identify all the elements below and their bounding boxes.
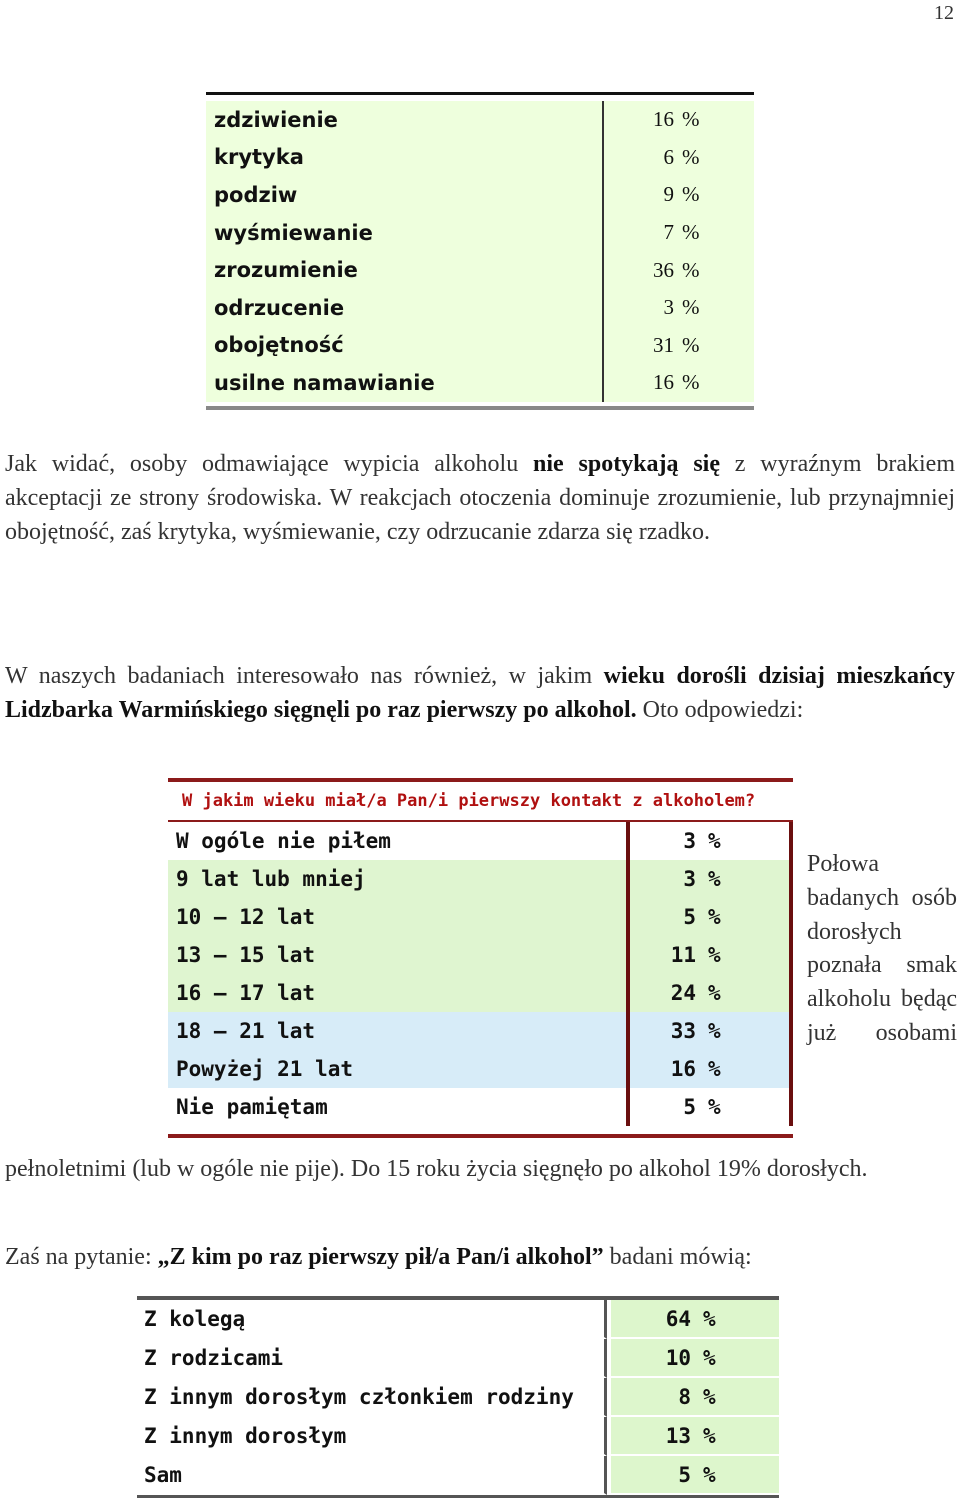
row-label: zrozumienie (206, 251, 604, 289)
value-number: 3 (663, 295, 674, 320)
row-label: Sam (137, 1456, 607, 1495)
table-row (168, 860, 793, 898)
value-unit: % (703, 1306, 716, 1331)
table-row (168, 898, 793, 936)
row-value (604, 101, 754, 139)
table-row (168, 974, 793, 1012)
row-label: obojętność (206, 327, 604, 365)
table-row (168, 1088, 793, 1126)
value-unit: % (708, 905, 721, 929)
reactions-table (206, 92, 754, 410)
row-value (604, 214, 754, 252)
row-label: 18 – 21 lat (176, 1019, 316, 1043)
side-note-text: Połowa badanych osób dorosłych poznała smak alkoholu będąc już osobami (807, 851, 957, 1046)
table-row (206, 176, 754, 214)
row-value (630, 974, 793, 1012)
row-value (611, 1339, 779, 1378)
row-label: 9 lat lub mniej (176, 867, 366, 891)
value-unit: % (682, 257, 700, 282)
paragraph-adults: pełnoletnimi (lub w ogóle nie pije). Do 15 roku życia sięgnęło po alkohol 19% dorosłych. (5, 1156, 868, 1182)
value-number: 16 (653, 370, 674, 395)
table-row (206, 251, 754, 289)
row-value (611, 1456, 779, 1495)
paragraph-bold-text: wieku dorośli dzisiaj mieszkańcy Lidzbarka Warmińskiego sięgnęli po raz pierwszy po alkohol. (5, 663, 955, 723)
paragraph-bold-text: nie spotykają się (533, 451, 720, 477)
row-value (630, 898, 793, 936)
value-number: 16 (653, 107, 674, 132)
row-label: Z innym dorosłym (137, 1417, 607, 1456)
reactions-rows (206, 101, 754, 402)
row-label: Nie pamiętam (176, 1095, 328, 1119)
value-unit: % (682, 107, 700, 132)
value-number: 5 (683, 905, 696, 929)
table-title: W jakim wieku miał/a Pan/i pierwszy kontakt z alkoholem? (182, 791, 756, 811)
value-number: 6 (663, 144, 674, 169)
paragraph-text: W naszych badaniach interesowało nas również, w jakim (5, 663, 604, 689)
paragraph-text: badani mówią: (603, 1244, 752, 1270)
table-row (168, 822, 793, 860)
table-row (206, 139, 754, 177)
value-unit: % (703, 1462, 716, 1487)
row-value (604, 251, 754, 289)
table-row (206, 327, 754, 365)
table-row (137, 1378, 779, 1417)
value-number: 24 (670, 981, 696, 1005)
paragraph-text: Zaś na pytanie: (5, 1244, 158, 1270)
table-row (137, 1417, 779, 1456)
row-value (630, 1050, 793, 1088)
table-row (168, 936, 793, 974)
row-label: 16 – 17 lat (176, 981, 316, 1005)
value-unit: % (708, 1057, 721, 1081)
row-label: 13 – 15 lat (176, 943, 316, 967)
paragraph-acceptance (5, 447, 955, 549)
table-body (168, 822, 793, 1126)
row-value (611, 1417, 779, 1456)
value-number: 33 (670, 1019, 696, 1043)
row-label: usilne namawianie (206, 364, 604, 402)
table-row (137, 1300, 779, 1339)
value-unit: % (708, 1019, 721, 1043)
first-contact-age-table (168, 778, 793, 1138)
value-number: 13 (665, 1423, 691, 1448)
row-label: Z innym dorosłym członkiem rodziny (137, 1378, 607, 1417)
row-label: podziw (206, 176, 604, 214)
row-value (611, 1300, 779, 1339)
table-row (168, 1050, 793, 1088)
row-value (630, 1012, 793, 1050)
row-label: Z kolegą (137, 1300, 607, 1339)
table-row (206, 214, 754, 252)
value-unit: % (708, 829, 721, 853)
value-number: 10 (665, 1345, 691, 1370)
row-value (604, 176, 754, 214)
value-unit: % (682, 332, 700, 357)
row-value (604, 327, 754, 365)
value-number: 11 (670, 943, 696, 967)
value-number: 16 (670, 1057, 696, 1081)
table-top-rule (206, 92, 754, 95)
row-label: W ogóle nie piłem (176, 829, 391, 853)
value-unit: % (703, 1345, 716, 1370)
table-row (168, 1012, 793, 1050)
value-unit: % (708, 943, 721, 967)
value-unit: % (682, 370, 700, 395)
first-drink-company-table (137, 1296, 779, 1498)
row-label: zdziwienie (206, 101, 604, 139)
row-value (630, 936, 793, 974)
row-value (604, 289, 754, 327)
row-label: krytyka (206, 139, 604, 177)
value-unit: % (708, 867, 721, 891)
company-rows (137, 1300, 779, 1495)
paragraph-text: Oto odpowiedzi: (636, 697, 804, 723)
paragraph-text: Jak widać, osoby odmawiające wypicia alkoholu (5, 451, 534, 477)
table-row (206, 289, 754, 327)
row-value (630, 860, 793, 898)
paragraph-question (5, 1240, 955, 1274)
page-number: 12 (934, 2, 954, 24)
table-bottom-rule (168, 1134, 793, 1138)
value-unit: % (708, 1095, 721, 1119)
table-right-rule (789, 822, 793, 1126)
value-number: 64 (665, 1306, 691, 1331)
row-value (604, 139, 754, 177)
table-bottom-rule (206, 406, 754, 410)
paragraph-bold-text: „Z kim po raz pierwszy pił/a Pan/i alkohol” (157, 1244, 604, 1270)
value-unit: % (703, 1384, 716, 1409)
value-unit: % (682, 295, 700, 320)
row-value (604, 364, 754, 402)
table-row (206, 101, 754, 139)
row-label: wyśmiewanie (206, 214, 604, 252)
value-number: 5 (678, 1462, 691, 1487)
row-value (630, 1088, 793, 1126)
row-label: odrzucenie (206, 289, 604, 327)
table-bottom-rule (137, 1495, 779, 1498)
row-label: Z rodzicami (137, 1339, 607, 1378)
table-row (137, 1339, 779, 1378)
value-number: 8 (678, 1384, 691, 1409)
value-number: 9 (663, 182, 674, 207)
value-number: 7 (663, 220, 674, 245)
row-label: Powyżej 21 lat (176, 1057, 354, 1081)
value-number: 36 (653, 257, 674, 282)
row-value (611, 1378, 779, 1417)
table-row (137, 1456, 779, 1495)
value-unit: % (708, 981, 721, 1005)
paragraph-age-intro (5, 659, 955, 727)
value-unit: % (682, 220, 700, 245)
value-number: 3 (683, 829, 696, 853)
value-number: 31 (653, 332, 674, 357)
row-value (630, 822, 793, 860)
value-unit: % (682, 182, 700, 207)
value-number: 5 (683, 1095, 696, 1119)
age-rows (168, 822, 793, 1126)
paragraph-text: z wyraźnym brakiem akceptacji ze strony środowiska. W reakcjach otoczenia dominuje zrozumienie, lub przynajmniej obojętność, zaś krytyka, wyśmiewanie, czy odrzucanie zdarza się rzadko. (5, 451, 955, 545)
value-unit: % (703, 1423, 716, 1448)
value-unit: % (682, 144, 700, 169)
value-number: 3 (683, 867, 696, 891)
row-label: 10 – 12 lat (176, 905, 316, 929)
table-row (206, 364, 754, 402)
